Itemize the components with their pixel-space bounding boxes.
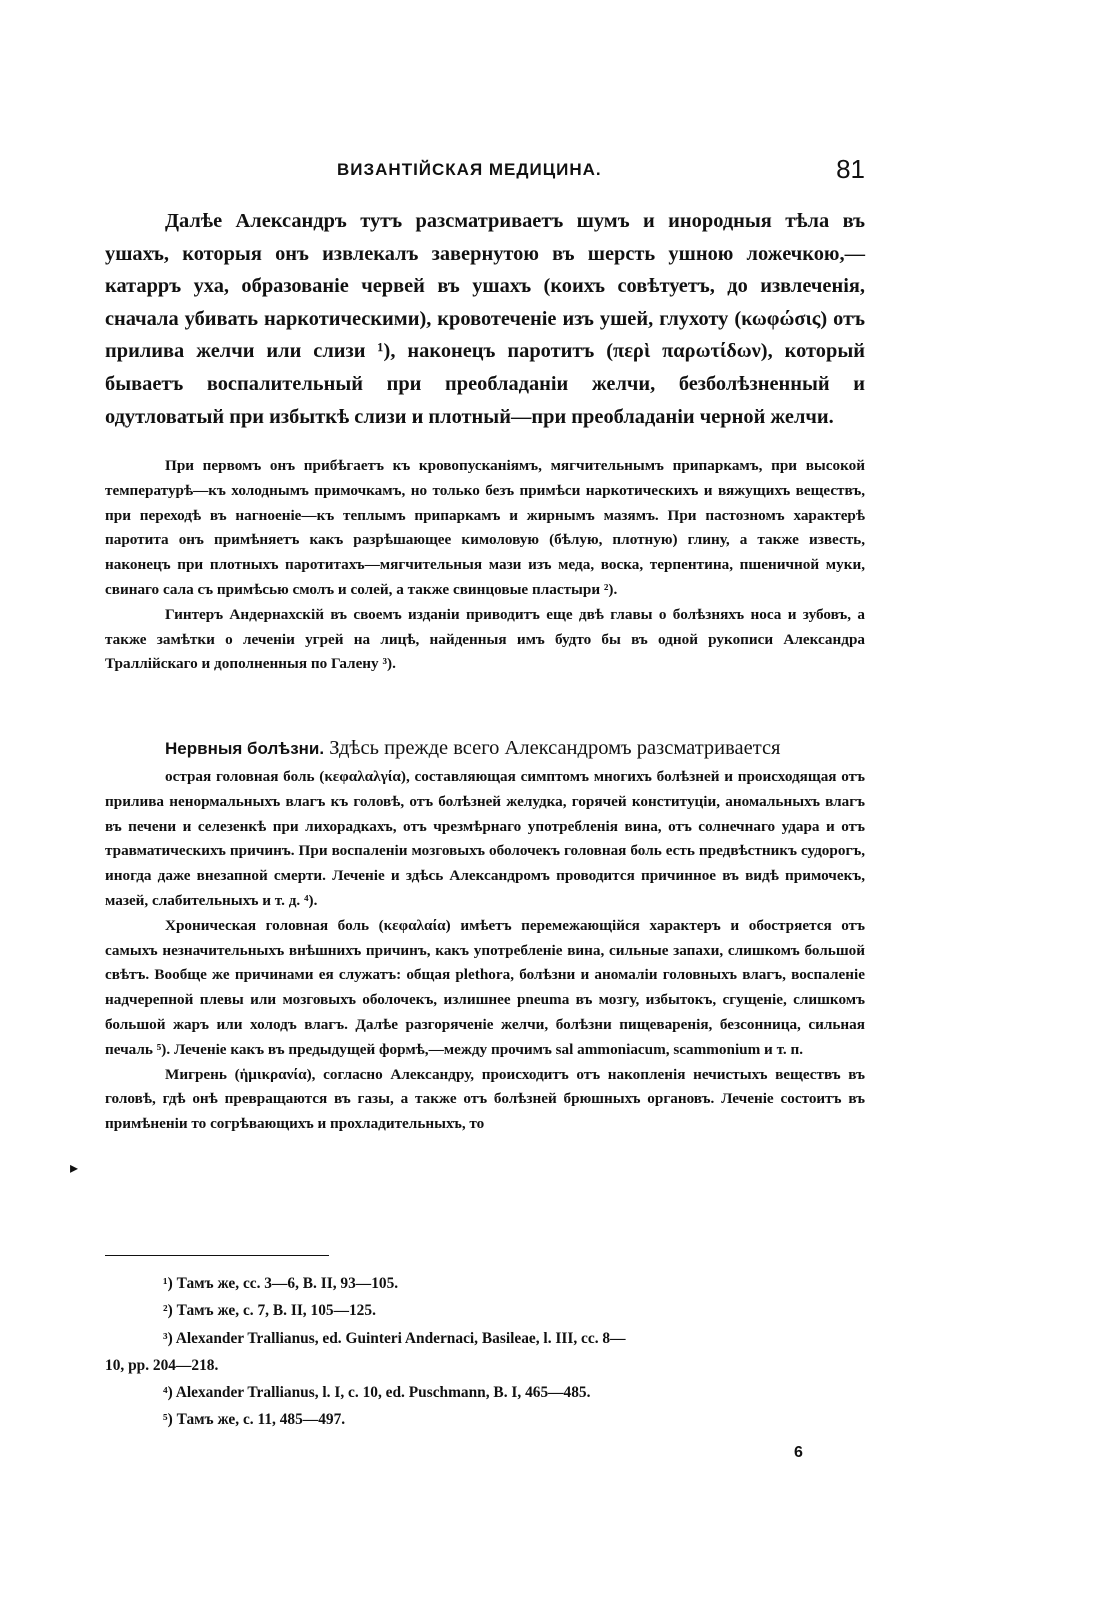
margin-mark: ▸ [70,1158,79,1177]
footnote-4: ⁴) Alexander Trallianus, l. I, c. 10, ed. Puschmann, B. I, 465—485. [163,1384,591,1402]
section-heading: Нервныя болѣзни. [165,739,325,758]
footnote-3: ³) Alexander Trallianus, ed. Guinteri Andernaci, Basileae, l. III, cc. 8— [163,1329,626,1347]
paragraph-chronic-headache: Хроническая головная боль (κεφαλαία) имѣетъ перемежающійся характеръ и обостряется отъ самыхъ незначительныхъ внѣшнихъ причинъ, какъ употребленіе вина, сильные запахи, слишкомъ большой свѣтъ. Вообще же причинами ея служатъ: общая plethora, болѣзни и аномаліи головныхъ влагъ, воспаленіе надчерепной плевы или мозговыхъ оболочекъ, излишнее pneuma въ мозгу, избытокъ, сгущеніе, слишкомъ большой жаръ или холодъ влагъ. Далѣе разгоряченіе желчи, болѣзни пищеваренія, безсонница, сильная печаль ⁵). Леченіе какъ въ предыдущей формѣ,—между прочимъ sal ammoniacum, scammonium и т. п. [105,916,865,1058]
nervous-section [105,732,865,1137]
paragraph-ginter: Гинтеръ Андернахскій въ своемъ изданіи приводитъ еще двѣ главы о болѣзняхъ носа и зубовъ, а также замѣтки о леченіи угрей на лицѣ, найденныя имъ будто бы въ одной рукописи Александра Траллійскаго и дополненныя по Галену ³). [105,605,865,673]
footnote-3-continuation: 10, pp. 204—218. [105,1356,219,1374]
paragraph-acute-headache: острая головная боль (κεφαλαλγία), составляющая симптомъ многихъ болѣзней и происходящая отъ прилива ненормальныхъ влагъ къ головѣ, отъ болѣзней желудка, горячей конституціи, аномальныхъ влагъ въ печени и селезенкѣ при лихорадкахъ, отъ чрезмѣрнаго употребленія вина, отъ солнечнаго удара и отъ травматическихъ причинъ. При воспаленіи мозговыхъ оболочекъ головная боль есть предвѣстникъ судорогъ, иногда даже внезапной смерти. Леченіе и здѣсь Александромъ проводится причинное въ видѣ примочекъ, мазей, слабительныхъ и т. д. ⁴). [105,768,865,909]
page-header [165,154,865,190]
intro-paragraph-block [105,205,865,433]
page-number: 81 [836,154,865,184]
footnotes [105,1270,865,1434]
footnote-1: ¹) Тамъ же, сс. 3—6, B. II, 93—105. [163,1275,399,1292]
signature-mark: 6 [794,1444,803,1461]
small-paragraph-block [105,454,865,677]
paragraph-parotitis-treatment: При первомъ онъ прибѣгаетъ къ кровопусканіямъ, мягчительнымъ припаркамъ, при высокой температурѣ—къ холоднымъ примочкамъ, но только безъ примѣси наркотическихъ и вяжущихъ веществъ, при переходѣ въ нагноеніе—къ теплымъ припаркамъ и жирнымъ мазямъ. При пастозномъ характерѣ паротита онъ примѣняетъ какъ разрѣшающее кимоловую (бѣлую, плотную) глину, а также известь, наконецъ при плотныхъ паротитахъ—мягчительныя мази изъ меда, воска, терпентина, пшеничной муки, свинаго сала съ примѣсью смолъ и солей, а также свинцовые пластыри ²). [105,457,865,598]
section-heading-rest: Здѣсь прежде всего Александромъ разсматривается [324,737,781,759]
paragraph-migraine: Мигрень (ἡμικρανία), согласно Александру, происходитъ отъ накопленія нечистыхъ веществъ въ головѣ, гдѣ онѣ превращаются въ газы, а также отъ болѣзней брюшныхъ органовъ. Леченіе состоитъ въ примѣненіи то согрѣвающихъ и прохладительныхъ, то [105,1065,865,1133]
running-head: ВИЗАНТІЙСКАЯ МЕДИЦИНА. [337,160,602,179]
footnote-5: ⁵) Тамъ же, с. 11, 485—497. [163,1411,346,1429]
footnote-rule [105,1255,329,1256]
paragraph-ear-diseases: Далѣе Александръ тутъ разсматриваетъ шумъ и инородныя тѣла въ ушахъ, которыя онъ извлекалъ завернутою въ шерсть ушною ложечкою,—катарръ уха, образованіе червей въ ушахъ (коихъ совѣтуетъ, до извлеченія, сначала убивать наркотическими), кровотеченіе изъ ушей, глухоту (κωφώσις) отъ прилива желчи или слизи ¹), наконецъ паротитъ (περὶ παρωτίδων), который бываетъ воспалительный при преобладаніи желчи, безболѣзненный и одутловатый при избыткѣ слизи и плотный—при преобладаніи черной желчи. [105,210,865,428]
footnote-2: ²) Тамъ же, с. 7, B. II, 105—125. [163,1302,376,1320]
section-heading-line [105,732,865,765]
